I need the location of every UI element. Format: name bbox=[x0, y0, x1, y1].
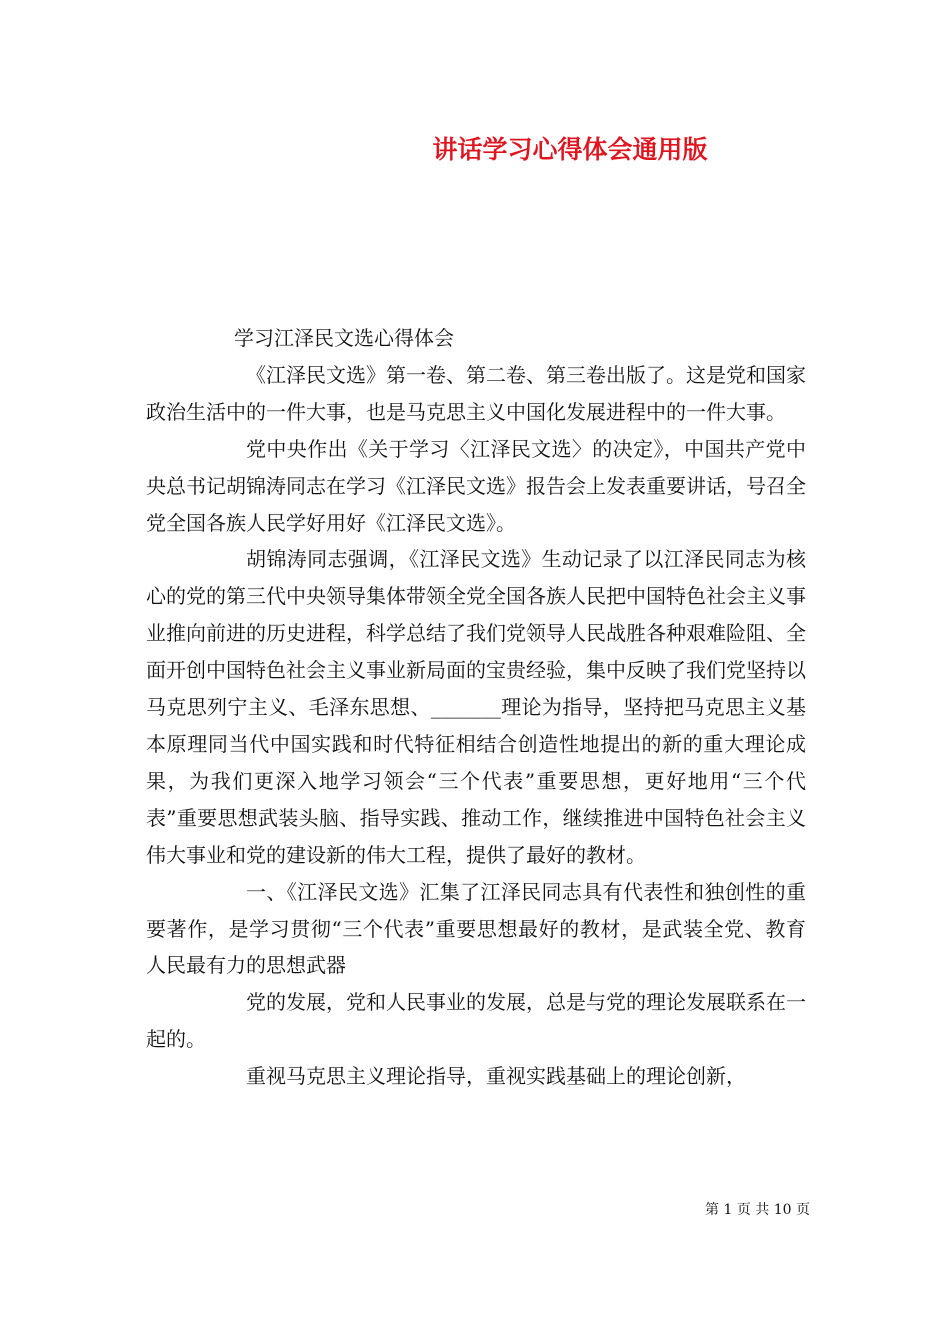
document-title: 讲话学习心得体会通用版 bbox=[432, 135, 708, 164]
paragraph-3: 胡锦涛同志强调，《江泽民文选》生动记录了以江泽民同志为核心的党的第三代中央领导集体带领全党全国各族人民把中国特色社会主义事业推向前进的历史进程，科学总结了我们党领导人民战胜各种艰难险阻、全面开创中国特色社会主义事业新局面的宝贵经验，集中反映了我们党坚持以马克思列宁主义、毛泽东思想、_______理论为指导，坚持把马克思主义基本原理同当代中国实践和时代特征相结合创造性地提出的新的重大理论成果，为我们更深入地学习领会“三个代表”重要思想，更好地用“三个代表”重要思想武装头脑、指导实践、推动工作，继续推进中国特色社会主义伟大事业和党的建设新的伟大工程，提供了最好的教材。 bbox=[146, 547, 806, 867]
paragraph-1: 《江泽民文选》第一卷、第二卷、第三卷出版了。这是党和国家政治生活中的一件大事，也是马克思主义中国化发展进程中的一件大事。 bbox=[146, 362, 806, 424]
paragraph-2: 党中央作出《关于学习〈江泽民文选〉的决定》，中国共产党中央总书记胡锦涛同志在学习《江泽民文选》报告会上发表重要讲话，号召全党全国各族人民学好用好《江泽民文选》。 bbox=[146, 436, 806, 535]
document-body bbox=[146, 320, 806, 1095]
paragraph-6: 重视马克思主义理论指导，重视实践基础上的理论创新， bbox=[246, 1064, 746, 1089]
paragraph-4: 一、《江泽民文选》汇集了江泽民同志具有代表性和独创性的重要著作，是学习贯彻“三个代表”重要思想最好的教材，是武装全党、教育人民最有力的思想武器 bbox=[146, 879, 806, 978]
document-subtitle: 学习江泽民文选心得体会 bbox=[234, 326, 454, 350]
page-number: 第 1 页 共 10 页 bbox=[705, 1202, 810, 1218]
paragraph-5: 党的发展，党和人民事业的发展，总是与党的理论发展联系在一起的。 bbox=[146, 990, 806, 1052]
